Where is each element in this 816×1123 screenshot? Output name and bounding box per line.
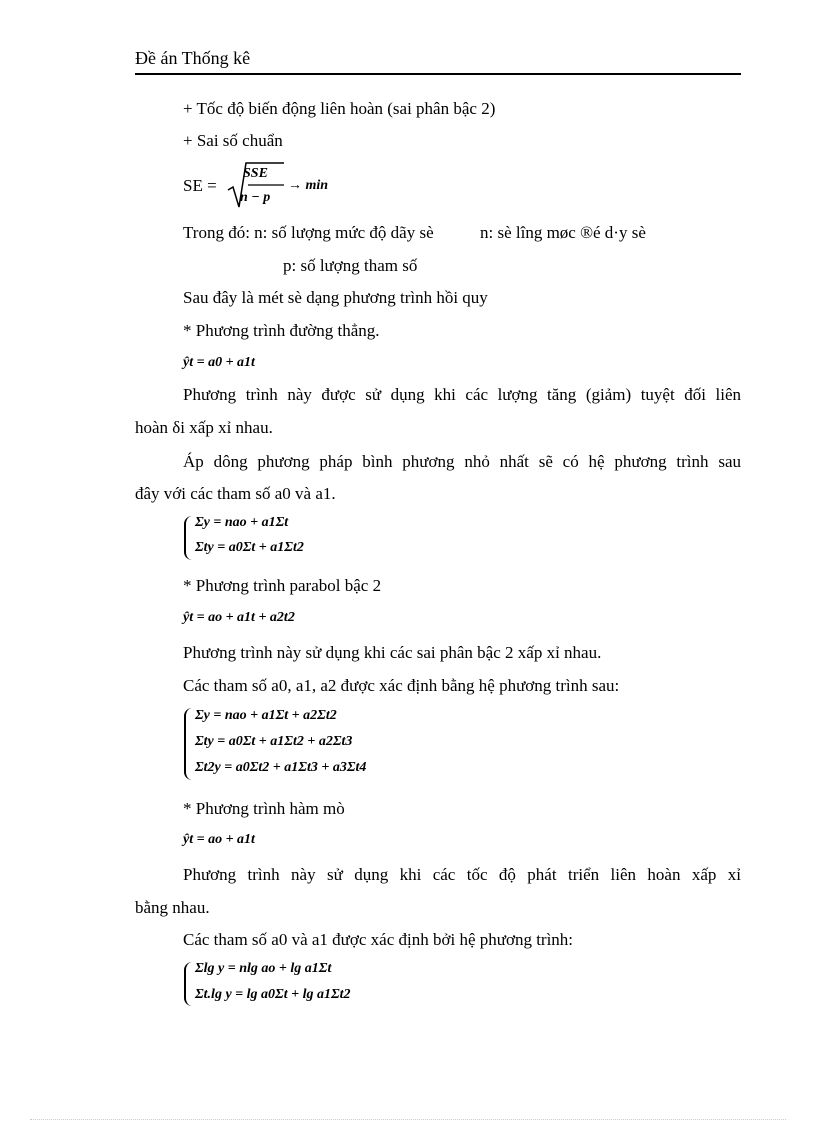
system-brace <box>184 708 194 780</box>
equation-linear: ŷt = a0 + a1t <box>183 355 255 370</box>
system-brace <box>184 962 194 1006</box>
se-numerator: SSE <box>243 166 268 181</box>
text-line: * Phương trình parabol bậc 2 <box>183 576 382 595</box>
se-arrow-min: → min <box>288 178 329 193</box>
equation-parabola: ŷt = ao + a1t + a2t2 <box>183 610 295 625</box>
system-row: Σlg y = nlg ao + lg a1Σt <box>195 961 332 976</box>
text-line: Phương trình này sử dụng khi các sai phân bậc 2 xấp xỉ nhau. <box>183 643 602 662</box>
text-line: * Phương trình hàm mò <box>183 799 345 818</box>
text-line: Sau đây là mét sè dạng phương trình hồi quy <box>183 288 488 307</box>
text-line: * Phương trình đường thẳng. <box>183 321 380 340</box>
system-row: Σt2y = a0Σt2 + a1Σt3 + a3Σt4 <box>195 760 367 775</box>
text-line: Phương trình này sử dụng khi các tốc độ phát triển liên hoàn xấp xỉ <box>183 865 741 884</box>
page-header: Đề án Thống kê <box>135 48 741 75</box>
text-line: Áp dông phương pháp bình phương nhỏ nhất sẽ có hệ phương trình sau <box>183 452 741 471</box>
se-denominator: n − p <box>240 190 271 205</box>
system-row: Σy = nao + a1Σt <box>195 515 289 530</box>
system-row: Σt.lg y = lg a0Σt + lg a1Σt2 <box>195 987 351 1002</box>
text-line: + Sai số chuẩn <box>183 131 283 150</box>
system-row: Σy = nao + a1Σt + a2Σt2 <box>195 708 337 723</box>
text-line: p: số lượng tham số <box>283 256 418 275</box>
text-line: + Tốc độ biến động liên hoàn (sai phân bậc 2) <box>183 99 496 118</box>
text-line: n: sè lîng møc ®é d·y sè <box>480 223 646 242</box>
text-line: Các tham số a0, a1, a2 được xác định bằng hệ phương trình sau: <box>183 676 620 695</box>
system-brace <box>184 516 194 560</box>
page-bottom-border <box>30 1119 786 1120</box>
text-line: bằng nhau. <box>135 898 210 917</box>
system-row: Σty = a0Σt + a1Σt2 + a2Σt3 <box>195 734 353 749</box>
text-line: Trong đó: n: số lượng mức độ dãy sè <box>183 223 434 242</box>
text-line: đây với các tham số a0 và a1. <box>135 484 336 503</box>
equation-exponential: ŷt = ao + a1t <box>183 832 255 847</box>
text-line: hoàn δi xấp xỉ nhau. <box>135 418 273 437</box>
text-line: Các tham số a0 và a1 được xác định bởi hệ phương trình: <box>183 930 574 949</box>
text-line: Phương trình này được sử dụng khi các lượng tăng (giảm) tuyệt đối liên <box>183 385 741 404</box>
se-label: SE = <box>183 176 217 195</box>
system-row: Σty = a0Σt + a1Σt2 <box>195 540 304 555</box>
